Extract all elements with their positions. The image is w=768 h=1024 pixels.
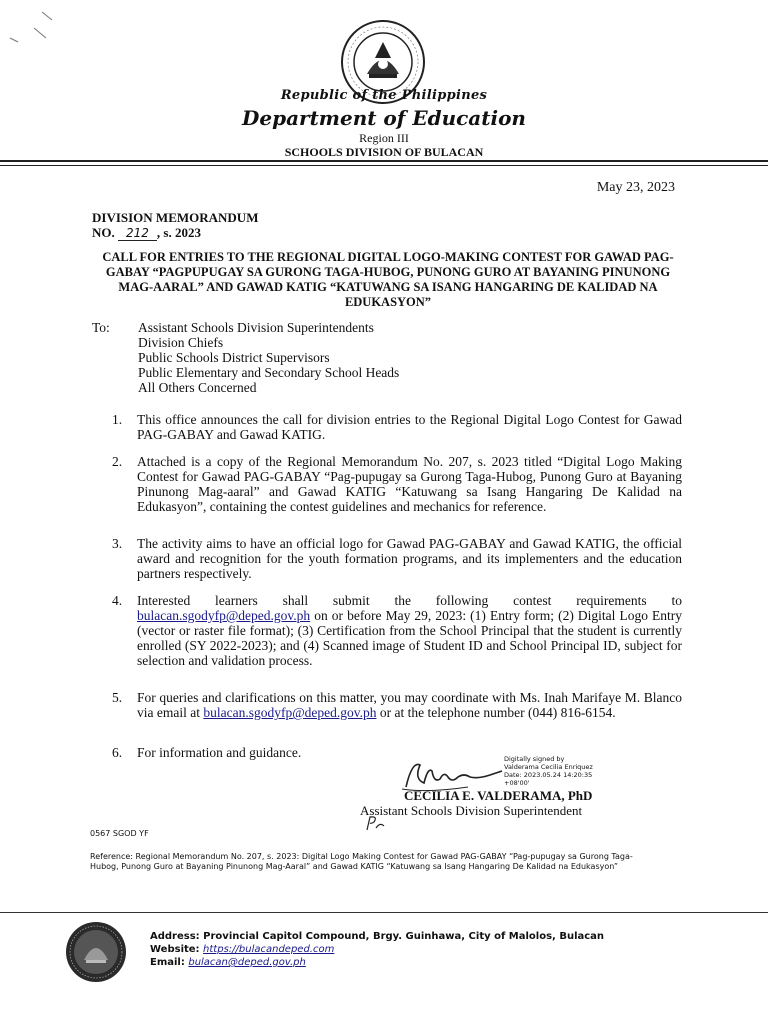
stamp-line: Digitally signed by — [504, 755, 565, 763]
region-label: Region III — [359, 131, 409, 145]
recipient-item: Public Schools District Supervisors — [138, 350, 330, 365]
recipient-item: All Others Concerned — [138, 380, 257, 395]
memo-item-3 — [112, 536, 682, 581]
item-text-part: Interested learners shall submit the following contest requirements to — [137, 593, 682, 608]
item-text-part: or at the telephone number (044) 816-6154. — [379, 705, 616, 720]
signer-title: Assistant Schools Division Superintendent — [360, 803, 583, 818]
footer-email-row — [150, 956, 604, 969]
digital-signature-stamp — [504, 755, 593, 787]
memo-number — [92, 225, 201, 241]
memo-item-6 — [112, 745, 682, 760]
memo-item-5 — [112, 690, 682, 720]
item-number: 3. — [112, 536, 123, 551]
memo-subject: CALL FOR ENTRIES TO THE REGIONAL DIGITAL LOGO-MAKING CONTEST FOR GAWAD PAG-GABAY “PAGPUPUGAY SA GURONG TAGA-HUBOG, PUNONG GURO AT BAYANING PINUNONG MAG-AARAL” AND GAWAD KATIG “KATUWANG SA ISANG HANGARING DE KALIDAD NA EDUKASYON” — [102, 250, 674, 309]
scan-artifact-icon — [4, 8, 56, 54]
address-value: Provincial Capitol Compound, Brgy. Guinhawa, City of Malolos, Bulacan — [203, 931, 605, 942]
memo-item-2 — [112, 454, 682, 514]
inquiry-email-link[interactable]: bulacan.sgodyfp@deped.gov.ph — [203, 705, 377, 720]
memo-item-4 — [112, 593, 682, 668]
memo-item-1 — [112, 412, 682, 442]
recipient-item: Assistant Schools Division Superintendents — [138, 320, 374, 335]
footer-contact — [150, 930, 604, 969]
footer-email-link[interactable]: bulacan@deped.gov.ph — [188, 957, 306, 968]
item-text: Attached is a copy of the Regional Memorandum No. 207, s. 2023 titled “Digital Logo Making Contest for Gawad PAG-GABAY “Pag-pupugay sa Gurong Taga-Hubog, Punong Guro at Bayaning Pinunong Mag-aaral” and Gawad KATIG “Katuwang sa Isang Hangaring De Kalidad na Edukasyon”, containing the contest guidelines and mechanics for reference. — [137, 454, 682, 514]
memo-number-prefix: NO. — [92, 225, 115, 240]
address-label: Address: — [150, 931, 200, 942]
item-text — [137, 690, 682, 720]
republic-heading: Republic of the Philippines — [280, 88, 488, 103]
item-number: 2. — [112, 454, 123, 469]
item-text: The activity aims to have an official logo for Gawad PAG-GABAY and Gawad KATIG, the official award and recognition for the youth formation programs, and its implementers and the education partners respectively. — [137, 536, 682, 581]
recipient-item: Division Chiefs — [138, 335, 224, 350]
stamp-line: Valderama Cecilia Enriquez — [504, 763, 593, 771]
stamp-line: +08'00' — [504, 779, 530, 787]
memo-number-value: 212 — [118, 226, 157, 241]
item-number: 4. — [112, 593, 123, 608]
item-text: This office announces the call for division entries to the Regional Digital Logo Contest for Gawad PAG-GABAY and Gawad KATIG. — [137, 412, 682, 442]
department-heading: Department of Education — [242, 106, 526, 130]
recipient-item: Public Elementary and Secondary School Heads — [138, 365, 400, 380]
item-text-part: on or before May 29, 2023: (1) Entry form; (2) Digital Logo Entry (vector or raster file format); (3) Certification from the School Principal that the student is currently enrolled (SY 2022-2023); and (4) Scanned image of Student ID and School Principal ID, subject for selection and validation process. — [137, 608, 682, 668]
signer-name: CECILIA E. VALDERAMA, PhD — [404, 788, 593, 803]
header-divider — [0, 160, 768, 162]
website-label: Website: — [150, 944, 200, 955]
item-number: 1. — [112, 412, 123, 427]
memo-number-suffix: , s. 2023 — [156, 225, 201, 240]
item-number: 5. — [112, 690, 123, 705]
division-label: SCHOOLS DIVISION OF BULACAN — [284, 145, 484, 159]
memo-title: DIVISION MEMORANDUM — [92, 210, 259, 225]
item-text-part: For queries and clarifications on this matter, you may coordinate with Ms. Inah Marifaye M. Blanco via email at — [137, 690, 682, 720]
email-label: Email: — [150, 957, 185, 968]
website-link[interactable]: https://bulacandeped.com — [203, 944, 335, 955]
document-code: 0567 SGOD YF — [90, 829, 149, 838]
stamp-line: Date: 2023.05.24 14:20:35 — [504, 771, 593, 779]
recipients-list — [138, 320, 399, 395]
reference-note: Reference: Regional Memorandum No. 207, s. 2023: Digital Logo Making Contest for Gawad PAG-GABAY “Pag-pupugay sa Gurong Taga-Hubog, Punong Guro at Bayaning Pinunong Mag-Aaral” and Gawad KATIG “Katuwang sa Isang Hangaring De Kalidad na Edukasyon” — [90, 852, 633, 871]
item-text: For information and guidance. — [137, 745, 302, 760]
footer-website-row — [150, 943, 604, 956]
memo-date: May 23, 2023 — [596, 180, 675, 195]
item-number: 6. — [112, 745, 123, 760]
header-divider-thin — [0, 165, 768, 166]
item-text — [137, 593, 682, 668]
initials-mark-icon — [364, 814, 386, 832]
submission-email-link[interactable]: bulacan.sgodyfp@deped.gov.ph — [137, 608, 311, 623]
division-seal-icon — [64, 920, 128, 984]
footer-address-row — [150, 930, 604, 943]
recipients-label: To: — [92, 320, 110, 335]
footer-divider — [0, 912, 768, 913]
